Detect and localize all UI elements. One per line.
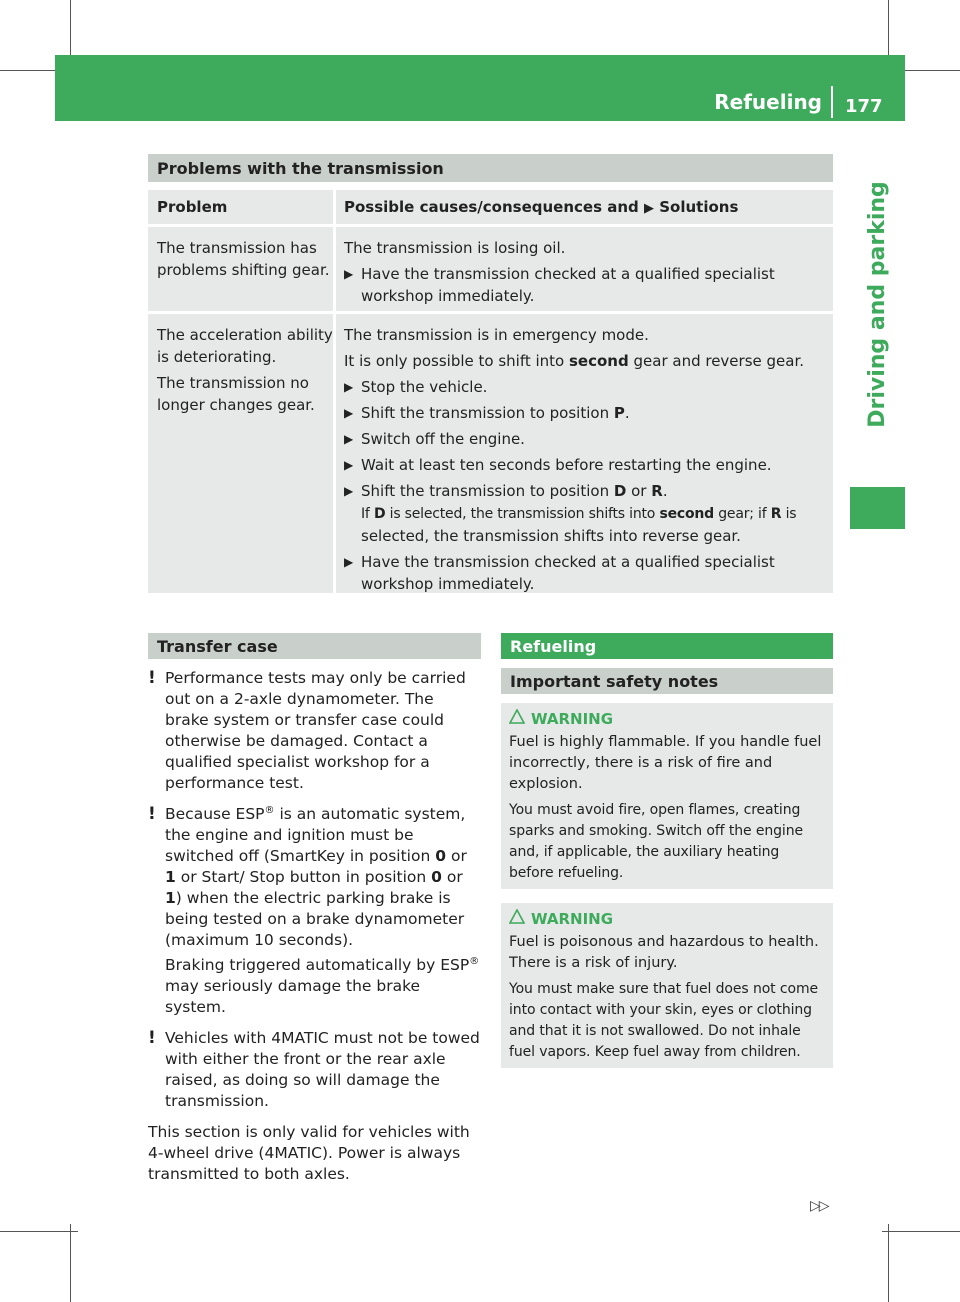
note-text: Performance tests may only be carried out on a 2-axle dynamometer. The brake system or transfer case could otherwise be damaged. Contact a qualified specialist workshop for a performance test. — [165, 669, 466, 792]
transmission-table — [148, 190, 833, 596]
section-heading-transfer-case — [148, 633, 481, 659]
action-item — [344, 480, 833, 547]
warning-triangle-icon — [509, 709, 531, 730]
text-run: or — [446, 868, 463, 886]
text-run: gear; if — [718, 506, 767, 522]
text-run: It is only possible to shift into — [344, 352, 565, 370]
exclamation-icon: ! — [148, 668, 156, 688]
cause-text: The transmission is losing oil. — [344, 239, 566, 257]
text-run: R — [770, 506, 782, 522]
warning-box — [501, 703, 833, 889]
page-number: 177 — [845, 96, 883, 117]
text-run: R — [651, 482, 663, 500]
note-text: Vehicles with 4MATIC must not be towed with either the front or the rear axle raised, as doing so will damage the transmission. — [165, 1029, 480, 1110]
cause-text — [344, 350, 833, 372]
action-arrow-icon: ▶ — [344, 555, 354, 569]
action-arrow-icon: ▶ — [344, 432, 354, 446]
arrow-icon: ▶ — [644, 201, 655, 216]
action-arrow-icon: ▶ — [344, 406, 354, 420]
subsection-heading-safety — [501, 668, 833, 694]
table-row — [148, 314, 833, 593]
text-run: P — [613, 404, 625, 422]
problem-cell — [148, 314, 336, 593]
section-heading-text: Refueling — [510, 636, 597, 656]
warning-title-text: WARNING — [531, 710, 614, 728]
text-run: ) when the electric parking brake is being tested on a brake dynamometer (maximum 10 seconds). — [165, 889, 465, 949]
header-divider — [831, 86, 833, 118]
col-problem: Problem — [148, 190, 336, 224]
crop-mark — [0, 1231, 78, 1232]
action-arrow-icon: ▶ — [344, 484, 354, 498]
text-run: is an automatic system, the engine and ignition must be switched off (SmartKey in position — [165, 805, 466, 865]
text-run: 0 — [431, 868, 442, 886]
action-item — [344, 402, 833, 424]
registered-mark: ® — [469, 955, 480, 967]
action-item — [344, 263, 833, 307]
crop-mark — [70, 1224, 71, 1302]
section-heading-text: Transfer case — [157, 636, 278, 656]
text-run: selected, the transmission shifts into reverse gear. — [361, 527, 741, 545]
exclamation-icon: ! — [148, 1028, 156, 1048]
col-solution-text: Possible causes/consequences and — [344, 198, 639, 216]
text-run: Braking triggered automatically by ESP — [165, 956, 470, 974]
action-text: Wait at least ten seconds before restarting the engine. — [361, 456, 772, 474]
exclamation-icon: ! — [148, 804, 156, 824]
section-heading-text: Problems with the transmission — [157, 158, 444, 178]
action-item — [344, 454, 833, 476]
col-solution — [336, 198, 833, 216]
problem-text: The transmission no longer changes gear. — [157, 374, 315, 414]
crop-mark — [888, 1224, 889, 1302]
crop-mark — [882, 1231, 960, 1232]
action-arrow-icon: ▶ — [344, 458, 354, 472]
action-text: Have the transmission checked at a qualified specialist workshop immediately. — [361, 553, 775, 593]
transfer-case-content — [148, 668, 481, 1185]
action-detail — [361, 506, 796, 522]
text-run: Shift the transmission to position — [361, 404, 610, 422]
warning-text: You must make sure that fuel does not come into contact with your skin, eyes or clothing and that it is not swallowed. Do not inhale fuel vapors. Keep fuel away from children. — [509, 981, 819, 1060]
text-run: or Start/ Stop button in position — [180, 868, 427, 886]
action-text: Shift the transmission to position P. — [361, 404, 630, 422]
note-item — [148, 1028, 481, 1116]
warning-triangle-icon — [509, 909, 531, 930]
warning-text: Fuel is poisonous and hazardous to health. There is a risk of injury. — [509, 934, 819, 971]
solution-cell — [336, 314, 833, 593]
action-text: Switch off the engine. — [361, 430, 525, 448]
text-run: 0 — [435, 847, 447, 865]
text-run: D — [613, 482, 627, 500]
action-arrow-icon: ▶ — [344, 380, 354, 394]
action-item — [344, 428, 833, 450]
warning-text: You must avoid fire, open flames, creating sparks and smoking. Switch off the engine and, if applicable, the auxiliary heating before refueling. — [509, 802, 803, 881]
problem-text: The acceleration ability is deteriorating. — [157, 326, 333, 366]
section-heading-refueling — [501, 633, 833, 659]
note-item — [148, 804, 481, 1022]
text-run: Shift the transmission to position — [361, 482, 610, 500]
action-item — [344, 376, 833, 398]
col-solution-text: Solutions — [659, 198, 739, 216]
note-text — [165, 955, 481, 1018]
action-arrow-icon: ▶ — [344, 267, 354, 281]
cause-text: The transmission is in emergency mode. — [344, 326, 649, 344]
chapter-tab — [850, 121, 905, 487]
text-run: is — [785, 506, 797, 522]
warning-title — [509, 909, 826, 930]
action-text: Have the transmission checked at a qualified specialist workshop immediately. — [361, 265, 775, 305]
continue-arrows-icon: ▷▷ — [810, 1198, 828, 1214]
solution-cell — [336, 227, 833, 311]
text-run: second — [569, 352, 629, 370]
text-run: 1 — [165, 889, 176, 907]
action-text: Stop the vehicle. — [361, 378, 488, 396]
note-item — [148, 668, 481, 798]
warning-title — [509, 709, 826, 730]
section-heading-transmission — [148, 154, 833, 182]
warning-box — [501, 903, 833, 1068]
text-run: gear and reverse gear. — [633, 352, 805, 370]
text-run: Because ESP — [165, 805, 265, 823]
warning-text: Fuel is highly flammable. If you handle fuel incorrectly, there is a risk of fire and explosion. — [509, 734, 822, 792]
text-run: or — [450, 847, 467, 865]
text-run: may seriously damage the brake system. — [165, 977, 421, 1016]
warning-title-text: WARNING — [531, 910, 614, 928]
chapter-tab-label: Driving and parking — [865, 180, 891, 428]
body-text: This section is only valid for vehicles with 4-wheel drive (4MATIC). Power is always transmitted to both axles. — [148, 1123, 470, 1183]
text-run: is selected, the transmission shifts into — [389, 506, 656, 522]
action-item — [344, 551, 833, 595]
table-header-row — [148, 190, 833, 224]
text-run: or — [631, 482, 647, 500]
problem-cell: The transmission has problems shifting gear. — [148, 227, 336, 311]
text-run: second — [659, 506, 714, 522]
subsection-heading-text: Important safety notes — [510, 671, 719, 691]
table-row — [148, 227, 833, 311]
text-run: 1 — [165, 868, 176, 886]
note-text — [165, 804, 481, 951]
text-run: If — [361, 506, 370, 522]
chapter-tab-marker — [850, 487, 905, 529]
page-title: Refueling — [714, 90, 822, 114]
registered-mark: ® — [264, 804, 275, 816]
text-run: D — [373, 506, 386, 522]
action-text: Shift the transmission to position D or R. If D is selected, the transmission shifts into second gear; if R is selected, the transmission shifts into reverse gear. — [361, 482, 797, 545]
